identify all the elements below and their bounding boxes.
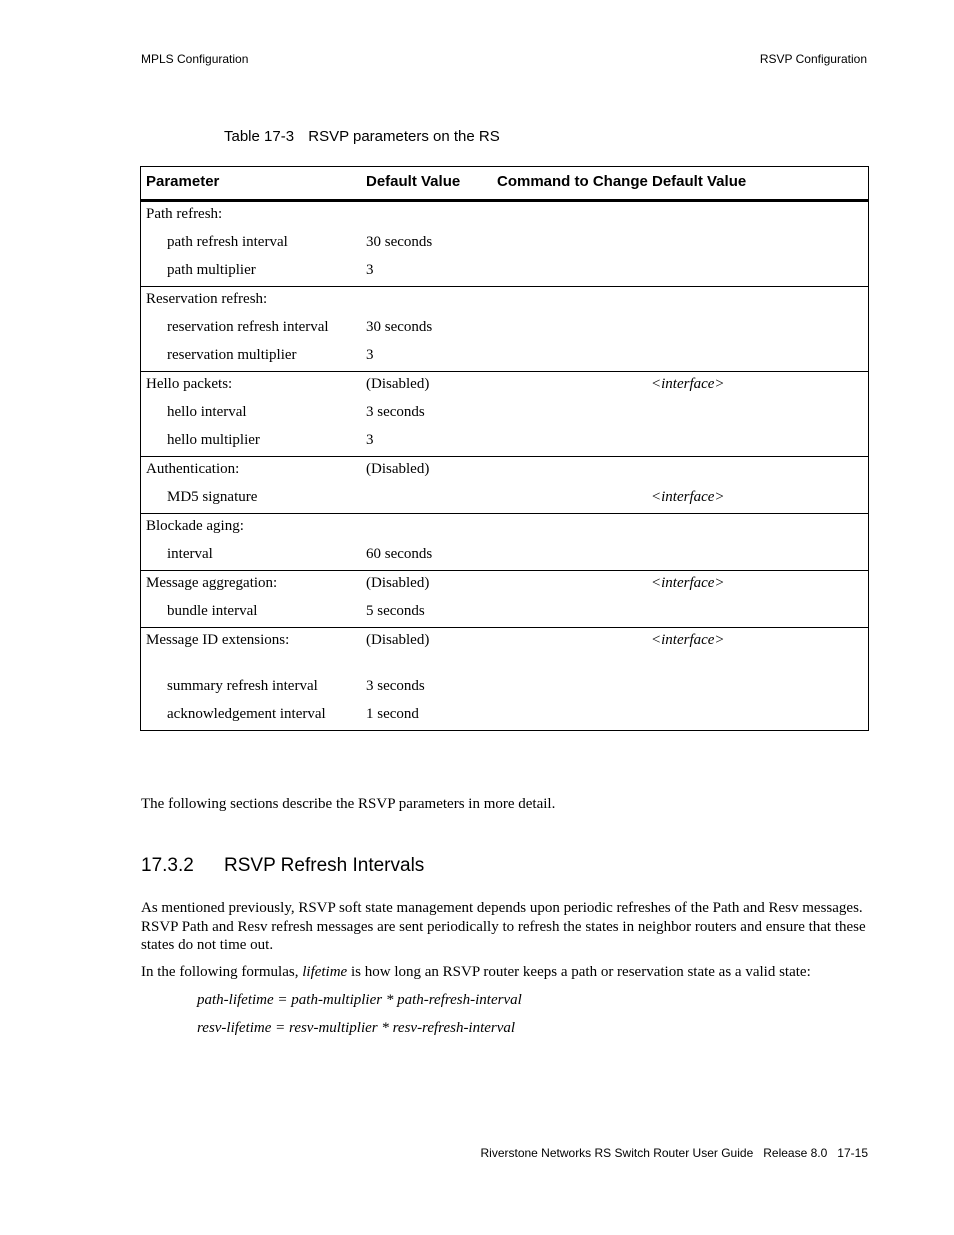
table-header-row (141, 167, 868, 202)
command-cell: <interface> (651, 489, 725, 505)
table-row (141, 514, 868, 542)
parameter-cell: MD5 signature (167, 489, 258, 505)
parameter-cell: hello multiplier (167, 432, 260, 448)
parameter-cell: summary refresh interval (167, 678, 318, 694)
intro-paragraph: The following sections describe the RSVP parameters in more detail. (141, 796, 556, 812)
table-row (141, 428, 868, 456)
parameter-cell: Authentication: (146, 461, 240, 477)
command-cell: <interface> (651, 575, 725, 591)
table-row (141, 599, 868, 627)
default-value-cell: 3 (366, 347, 374, 363)
parameter-cell: reservation refresh interval (167, 319, 329, 335)
default-value-cell: (Disabled) (366, 632, 430, 648)
parameter-cell: Path refresh: (146, 206, 223, 222)
default-value-cell: (Disabled) (366, 575, 430, 591)
table-row (141, 485, 868, 513)
default-value-cell: 5 seconds (366, 603, 425, 619)
formula-path-lifetime: path-lifetime = path-multiplier * path-refresh-interval (197, 992, 522, 1008)
command-cell: <interface> (651, 376, 725, 392)
parameter-cell: reservation multiplier (167, 347, 297, 363)
para2-lead: In the following formulas, (141, 964, 303, 980)
rsvp-parameters-table (140, 166, 869, 731)
parameter-cell: bundle interval (167, 603, 258, 619)
default-value-cell: 3 (366, 262, 374, 278)
formula-resv-lifetime: resv-lifetime = resv-multiplier * resv-refresh-interval (197, 1020, 516, 1036)
table-row (141, 674, 868, 702)
default-value-cell: 3 seconds (366, 404, 425, 420)
table-group (141, 371, 868, 456)
table-group (141, 570, 868, 627)
parameter-cell: hello interval (167, 404, 247, 420)
section-number: 17.3.2 (141, 855, 194, 876)
parameter-cell: interval (167, 546, 213, 562)
table-row (141, 372, 868, 400)
parameter-cell: path multiplier (167, 262, 256, 278)
default-value-cell: 3 (366, 432, 374, 448)
parameter-cell: acknowledgement interval (167, 706, 326, 722)
default-value-cell: 1 second (366, 706, 419, 722)
parameter-cell: Reservation refresh: (146, 291, 268, 307)
table-row (141, 343, 868, 371)
column-header-default-value: Default Value (366, 173, 461, 190)
table-row (141, 542, 868, 570)
column-header-command: Command to Change Default Value (497, 173, 747, 190)
parameter-cell: Message aggregation: (146, 575, 278, 591)
table-caption (224, 128, 500, 145)
table-group (141, 627, 868, 730)
table-row (141, 457, 868, 485)
table-row (141, 202, 868, 230)
body-paragraph-1: As mentioned previously, RSVP soft state management depends upon periodic refreshes of the Path and Resv messages. RSVP Path and Resv refresh messages are sent periodically to refresh the states in neighbor routers and ensure that these states do not time out. (141, 900, 866, 953)
body-paragraph-2 (141, 964, 871, 981)
table-row (141, 287, 868, 315)
table-row (141, 628, 868, 656)
table-group (141, 456, 868, 513)
parameter-cell: Hello packets: (146, 376, 233, 392)
table-group (141, 202, 868, 286)
default-value-cell: 30 seconds (366, 234, 433, 250)
footer-page-number: 17-15 (837, 1146, 868, 1160)
parameter-cell: path refresh interval (167, 234, 288, 250)
column-header-parameter: Parameter (146, 173, 220, 190)
section-heading (141, 855, 424, 877)
table-row (141, 258, 868, 286)
section-title: RSVP Refresh Intervals (224, 855, 425, 876)
para2-tail: is how long an RSVP router keeps a path or reservation state as a valid state: (347, 964, 811, 980)
table-row (141, 400, 868, 428)
default-value-cell: (Disabled) (366, 376, 430, 392)
default-value-cell: (Disabled) (366, 461, 430, 477)
footer-guide-title: Riverstone Networks RS Switch Router User Guide (480, 1146, 754, 1160)
parameter-cell: Blockade aging: (146, 518, 244, 534)
running-header-left: MPLS Configuration (141, 52, 249, 66)
table-row (141, 315, 868, 343)
parameter-cell: Message ID extensions: (146, 632, 290, 648)
table-row (141, 230, 868, 258)
command-cell: <interface> (651, 632, 725, 648)
table-body (141, 202, 868, 730)
table-group (141, 513, 868, 570)
table-group (141, 286, 868, 371)
default-value-cell: 30 seconds (366, 319, 433, 335)
default-value-cell: 3 seconds (366, 678, 425, 694)
footer-release: Release 8.0 (763, 1146, 828, 1160)
table-caption-number: Table 17-3 (224, 128, 295, 145)
default-value-cell: 60 seconds (366, 546, 433, 562)
row-spacer (141, 656, 868, 674)
para2-term-lifetime: lifetime (302, 964, 348, 980)
running-header-right: RSVP Configuration (759, 52, 867, 66)
table-caption-title: RSVP parameters on the RS (308, 128, 500, 145)
table-row (141, 571, 868, 599)
table-row (141, 702, 868, 730)
page-footer (480, 1146, 868, 1160)
